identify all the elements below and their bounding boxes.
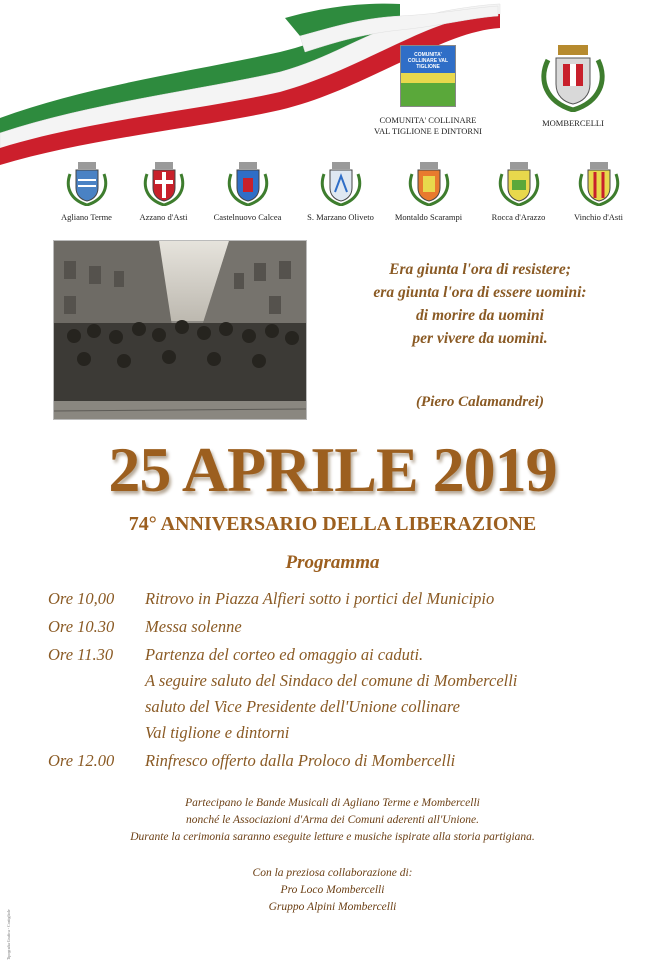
calamandrei-quote [320, 258, 640, 350]
program-time: Ore 10.30 [48, 617, 115, 636]
event-subtitle: 74° ANNIVERSARIO DELLA LIBERAZIONE [128, 513, 537, 535]
program-text: Messa solenne [145, 617, 242, 636]
town-crest-4 [386, 160, 471, 223]
vinchio-asti-crest-icon [577, 160, 621, 206]
town-label-0: Agliano Terme [61, 212, 112, 222]
town-label-2: Castelnuovo Calcea [213, 212, 282, 222]
rocca-arazzo-crest-icon [497, 160, 541, 206]
credits-line-0: Con la preziosa collaborazione di: [252, 867, 413, 879]
union-label-line1: COMUNITA' COLLINARE [379, 115, 477, 125]
participation-notes [0, 795, 665, 846]
host-town-label: MOMBERCELLI [542, 118, 604, 128]
notes-line-0: Partecipano le Bande Musicali di Agliano Terme e Mombercelli [185, 797, 480, 809]
montaldo-scarampi-crest-icon [407, 160, 451, 206]
town-label-1: Azzano d'Asti [139, 212, 188, 222]
program-text: Partenza del corteo ed omaggio ai caduti. [145, 645, 424, 664]
notes-line-2: Durante la cerimonia saranno eseguite letture e musiche ispirate alla storia partigiana. [130, 831, 535, 843]
quote-author: (Piero Calamandrei) [416, 394, 544, 410]
union-logo [400, 45, 456, 107]
azzano-asti-crest-icon [142, 160, 186, 206]
quote-line-1: era giunta l'ora di essere uomini: [373, 284, 587, 301]
collaboration-credits [0, 865, 665, 916]
historic-liberation-photo [54, 241, 306, 419]
credits-line-2: Gruppo Alpini Mombercelli [268, 901, 397, 913]
san-marzano-oliveto-crest-icon [319, 160, 363, 206]
town-crest-1 [121, 160, 206, 223]
town-crest-5 [476, 160, 561, 223]
printer-note: Tipografia Grafica - Costigliole [6, 909, 11, 960]
quote-line-3: per vivere da uomini. [412, 330, 548, 347]
mombercelli-crest-icon [538, 40, 608, 112]
notes-line-1: nonché le Associazioni d'Arma dei Comuni aderenti all'Unione. [185, 814, 480, 826]
town-crest-6 [556, 160, 641, 223]
town-crest-0 [44, 160, 129, 223]
quote-line-0: Era giunta l'ora di resistere; [389, 261, 571, 278]
union-label-line2: VAL TIGLIONE E DINTORNI [373, 126, 483, 136]
town-crest-3 [298, 160, 383, 223]
program-text: A seguire saluto del Sindaco del comune di Mombercelli [145, 671, 518, 690]
programma-heading: Programma [285, 552, 380, 573]
program-time: Ore 12.00 [48, 751, 115, 770]
program-text: Val tiglione e dintorni [145, 723, 290, 742]
town-label-6: Vinchio d'Asti [574, 212, 623, 222]
agliano-terme-crest-icon [65, 160, 109, 206]
town-label-3: S. Marzano Oliveto [307, 212, 374, 222]
town-label-5: Rocca d'Arazzo [491, 212, 546, 222]
quote-line-2: di morire da uomini [416, 307, 544, 324]
program-time: Ore 11.30 [48, 645, 114, 664]
union-logo-text: COMUNITA' COLLINARE VAL TIGLIONE [407, 52, 449, 70]
program-time: Ore 10,00 [48, 589, 115, 608]
host-town-crest-block [528, 40, 618, 129]
program-text: Ritrovo in Piazza Alfieri sotto i portici del Municipio [145, 589, 495, 608]
event-title: 25 APRILE 2019 [108, 434, 557, 505]
castelnuovo-calcea-crest-icon [226, 160, 270, 206]
program-text: saluto del Vice Presidente dell'Unione collinare [145, 697, 460, 716]
town-crest-2 [205, 160, 290, 223]
credits-line-1: Pro Loco Mombercelli [280, 884, 385, 896]
union-logo-block [368, 45, 488, 137]
town-label-4: Montaldo Scarampi [394, 212, 463, 222]
program-text: Rinfresco offerto dalla Proloco di Mombercelli [145, 751, 456, 770]
